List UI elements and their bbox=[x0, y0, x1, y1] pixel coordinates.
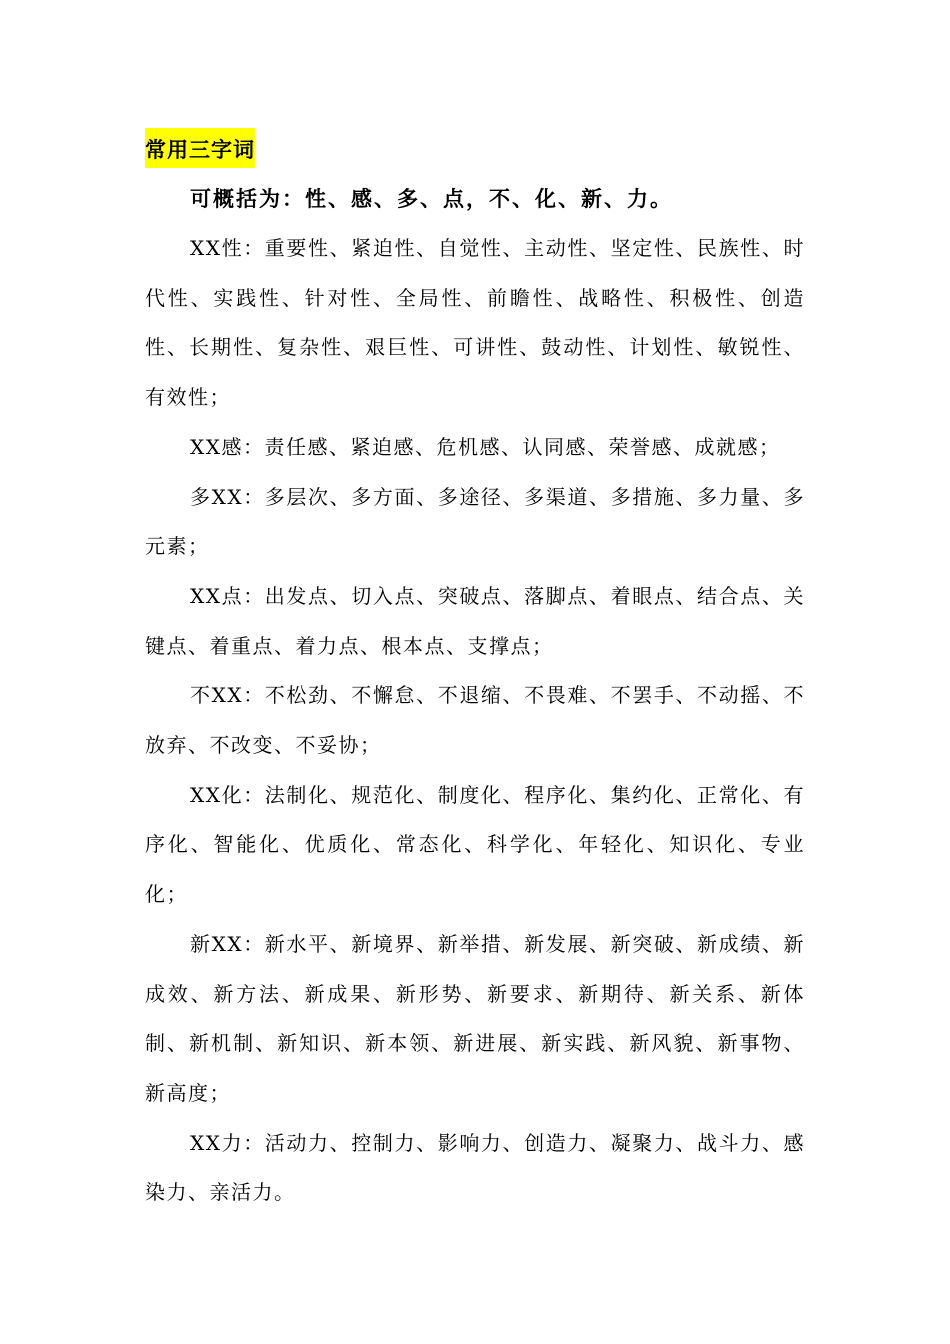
paragraph-bu: 不XX：不松劲、不懈怠、不退缩、不畏难、不罢手、不动摇、不放弃、不改变、不妥协； bbox=[145, 683, 805, 758]
paragraph-hua: XX化：法制化、规范化、制度化、程序化、集约化、正常化、有序化、智能化、优质化、常态化、科学化、年轻化、知识化、专业化； bbox=[145, 782, 805, 907]
paragraph-duo: 多XX：多层次、多方面、多途径、多渠道、多措施、多力量、多元素； bbox=[145, 484, 805, 559]
paragraph-xin: 新XX：新水平、新境界、新举措、新发展、新突破、新成绩、新成效、新方法、新成果、新形势、新要求、新期待、新关系、新体制、新机制、新知识、新本领、新进展、新实践、新风貌、新事物、新高度； bbox=[145, 931, 805, 1105]
paragraph-gan: XX感：责任感、紧迫感、危机感、认同感、荣誉感、成就感； bbox=[190, 434, 781, 459]
document-heading: 常用三字词 bbox=[145, 128, 255, 168]
paragraph-li: XX力：活动力、控制力、影响力、创造力、凝聚力、战斗力、感染力、亲活力。 bbox=[145, 1130, 805, 1205]
summary-line: 可概括为：性、感、多、点，不、化、新、力。 bbox=[190, 187, 673, 211]
document-body bbox=[145, 128, 805, 1218]
paragraph-xing: XX性：重要性、紧迫性、自觉性、主动性、坚定性、民族性、时代性、实践性、针对性、全局性、前瞻性、战略性、积极性、创造性、长期性、复杂性、艰巨性、可讲性、鼓动性、计划性、敏锐性、有效性； bbox=[145, 236, 805, 410]
paragraph-dian: XX点：出发点、切入点、突破点、落脚点、着眼点、结合点、关键点、着重点、着力点、根本点、支撑点； bbox=[145, 583, 805, 658]
